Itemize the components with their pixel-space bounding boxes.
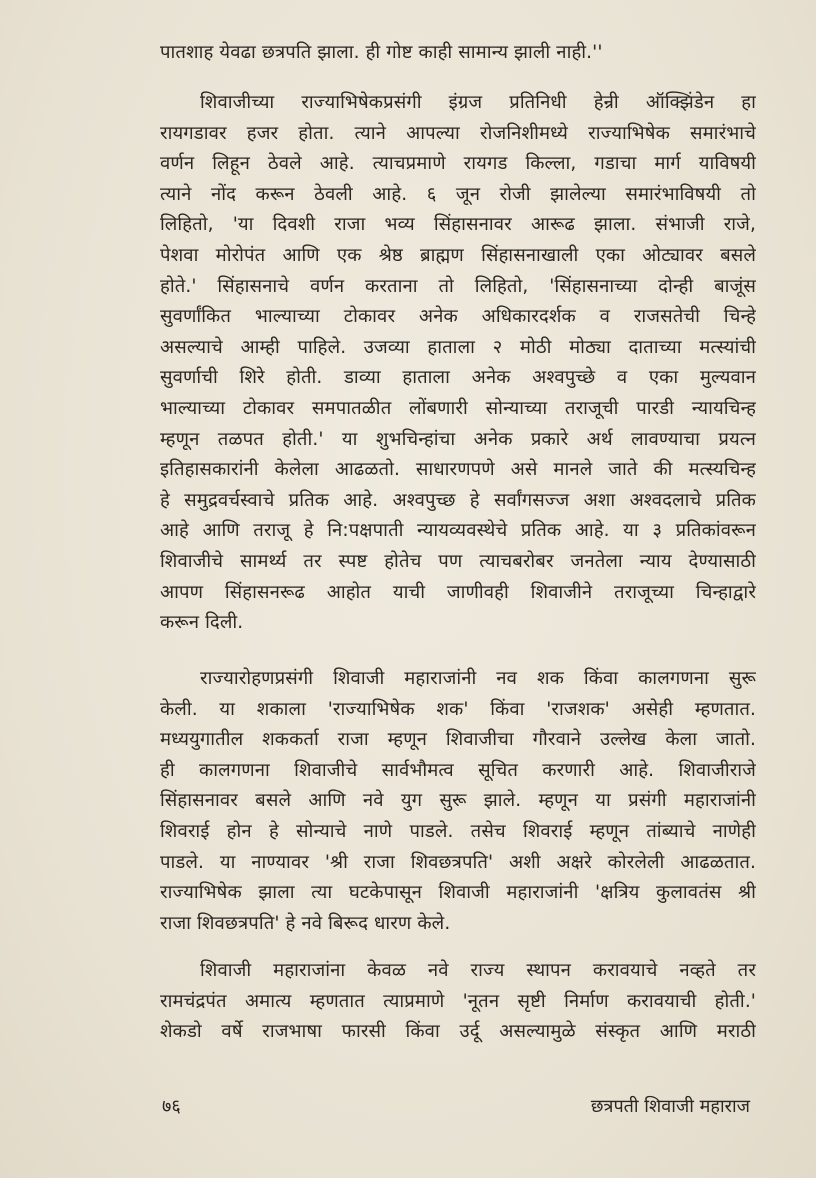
paragraph-2 <box>160 664 756 939</box>
text-line: सिंहासनावर बसले आणि नवे युग सुरू झाले. म्हणून या प्रसंगी महाराजांनी <box>160 790 756 812</box>
text-line: रायगडावर हजर होता. त्याने आपल्या रोजनिशीमध्ये राज्याभिषेक समारंभाचे <box>160 122 756 144</box>
paragraph-3 <box>160 956 756 1048</box>
book-title: छत्रपती शिवाजी महाराज <box>590 1096 750 1117</box>
text-line: रामचंद्रपंत अमात्य म्हणतात त्याप्रमाणे 'नूतन सृष्टी निर्माण करावयाची होती.' <box>160 990 756 1012</box>
text-line: आहे आणि तराजू हे नि:पक्षपाती न्यायव्यवस्थेचे प्रतिक आहे. या ३ प्रतिकांवरून <box>160 520 756 542</box>
text-line: हे समुद्रवर्चस्वाचे प्रतिक आहे. अश्वपुच्छ हे सर्वांगसज्ज अशा अश्वदलाचे प्रतिक <box>160 489 756 511</box>
opening-line <box>160 38 756 69</box>
page-number: ७६ <box>162 1096 181 1117</box>
text-line: शिवराई होन हे सोन्याचे नाणे पाडले. तसेच शिवराई म्हणून तांब्याचे नाणेही <box>160 820 756 842</box>
text-line: शिवाजीचे सामर्थ्य तर स्पष्ट होतेच पण त्याचबरोबर जनतेला न्याय देण्यासाठी <box>160 550 756 572</box>
text-line: पेशवा मोरोपंत आणि एक श्रेष्ठ ब्राह्मण सिंहासनाखाली एका ओट्यावर बसले <box>160 244 756 266</box>
text-line: केली. या शकाला 'राज्याभिषेक शक' किंवा 'राजशक' असेही म्हणतात. <box>160 698 756 720</box>
text-line: वर्णन लिहून ठेवले आहे. त्याचप्रमाणे रायगड किल्ला, गडाचा मार्ग याविषयी <box>160 153 756 175</box>
text-line: लिहितो, 'या दिवशी राजा भव्य सिंहासनावर आरूढ झाला. संभाजी राजे, <box>160 214 756 236</box>
text-line: होते.' सिंहासनाचे वर्णन करताना तो लिहितो, 'सिंहासनाच्या दोन्ही बाजूंस <box>160 275 756 297</box>
text-line: असल्याचे आम्ही पाहिले. उजव्या हाताला २ मोठी मोठ्या दाताच्या मत्स्यांची <box>160 336 756 358</box>
text-line: राज्यारोहणप्रसंगी शिवाजी महाराजांनी नव शक किंवा कालगणना सुरू <box>200 668 756 689</box>
text-line: सुवर्णाची शिरे होती. डाव्या हाताला अनेक अश्वपुच्छे व एका मुल्यवान <box>160 367 756 389</box>
text-line: राज्याभिषेक झाला त्या घटकेपासून शिवाजी महाराजांनी 'क्षत्रिय कुलावतंस श्री <box>160 882 756 904</box>
text-line: ही कालगणना शिवाजीचे सार्वभौमत्व सूचित करणारी आहे. शिवाजीराजे <box>160 759 756 781</box>
paragraph-1 <box>160 88 756 639</box>
text-line: राजा शिवछत्रपति' हे नवे बिरूद धारण केले. <box>160 912 451 934</box>
text-line: आपण सिंहासनरूढ आहोत याची जाणीवही शिवाजीने तराजूच्या चिन्हाद्वारे <box>160 581 756 603</box>
text-line: मध्ययुगातील शककर्ता राजा म्हणून शिवाजीचा गौरवाने उल्लेख केला जातो. <box>160 729 756 751</box>
text-line: त्याने नोंद करून ठेवली आहे. ६ जून रोजी झालेल्या समारंभाविषयी तो <box>160 183 756 205</box>
text-line: पाडले. या नाण्यावर 'श्री राजा शिवछत्रपति' अशी अक्षरे कोरलेली आढळतात. <box>160 851 756 873</box>
text-line: शिवाजीच्या राज्याभिषेकप्रसंगी इंग्रज प्रतिनिधी हेन्री ऑक्झिंडेन हा <box>200 92 756 113</box>
text-line: भाल्याच्या टोकावर समपातळीत लोंबणारी सोन्याच्या तराजूची पारडी न्यायचिन्ह <box>160 397 756 419</box>
text-line: इतिहासकारांनी केलेला आढळतो. साधारणपणे असे मानले जाते की मत्स्यचिन्ह <box>160 459 756 481</box>
text-line: सुवर्णांकित भाल्याच्या टोकावर अनेक अधिकारदर्शक व राजसतेची चिन्हे <box>160 306 756 328</box>
text-line: म्हणून तळपत होती.' या शुभचिन्हांचा अनेक प्रकारे अर्थ लावण्याचा प्रयत्न <box>160 428 756 450</box>
text-line: पातशाह येवढा छत्रपति झाला. ही गोष्ट काही सामान्य झाली नाही.'' <box>160 42 603 63</box>
text-line: शेकडो वर्षे राजभाषा फारसी किंवा उर्दू असल्यामुळे संस्कृत आणि मराठी <box>160 1021 756 1043</box>
text-line: करून दिली. <box>160 612 244 634</box>
text-line: शिवाजी महाराजांना केवळ नवे राज्य स्थापन करावयाचे नव्हते तर <box>200 960 756 981</box>
